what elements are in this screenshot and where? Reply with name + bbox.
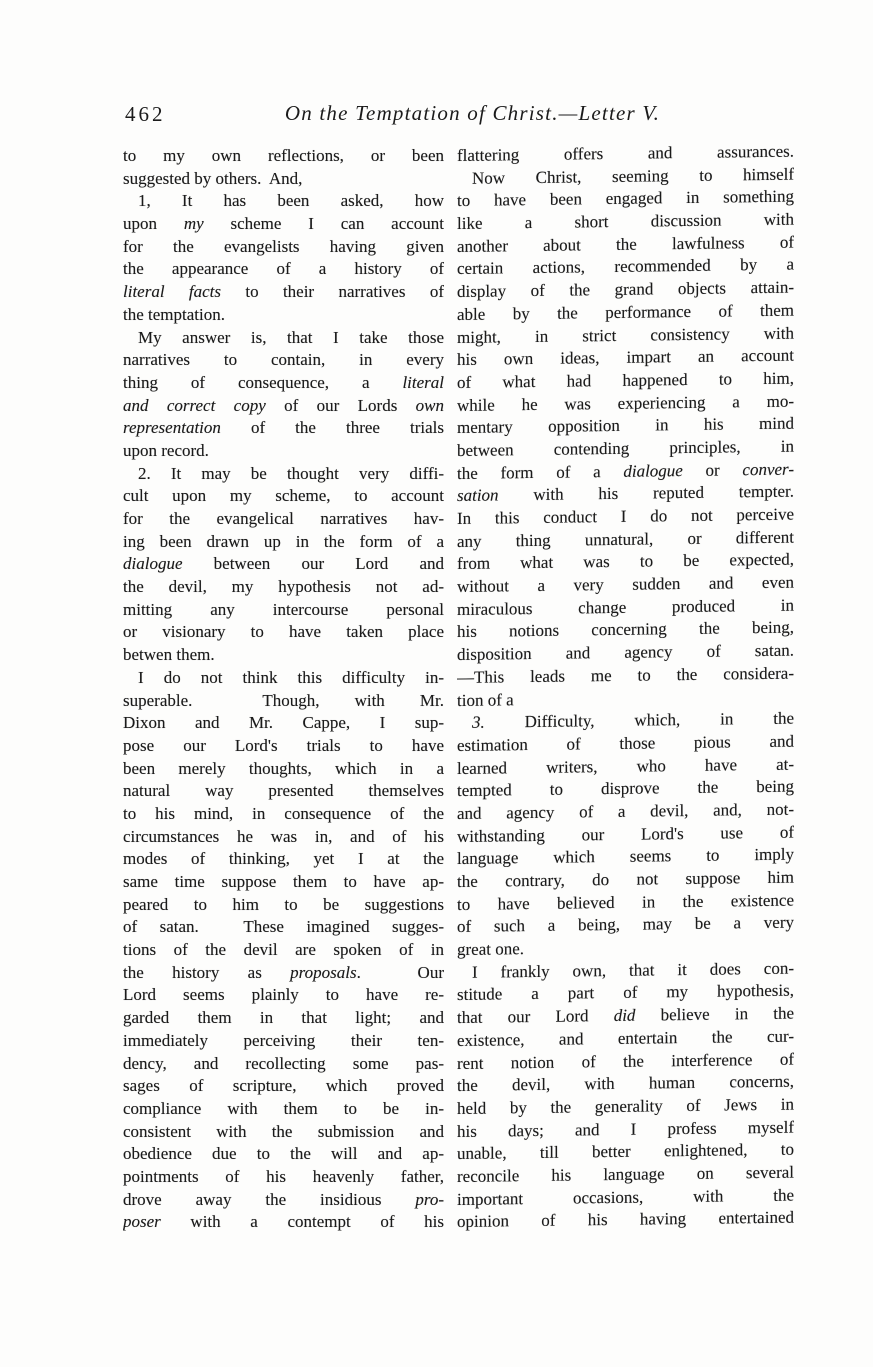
text-line: In this conduct I do not perceive [457, 504, 794, 528]
text-line: flattering offers and assurances. [457, 141, 794, 165]
text-line: unable, till better enlightened, to [457, 1139, 794, 1164]
text-line: of what had happened to him, [457, 368, 794, 392]
text-line: his notions concerning the being, [457, 618, 794, 642]
text-line: 3. Difficulty, which, in the [472, 708, 794, 732]
text-line: superable. Though, with Mr. [123, 690, 444, 710]
text-line: Dixon and Mr. Cappe, I sup- [123, 713, 444, 733]
text-line: between contending principles, in [457, 436, 794, 460]
text-line: pointments of his heavenly father, [123, 1166, 444, 1186]
text-line: existence, and entertain the cur- [457, 1026, 794, 1050]
text-line: certain actions, recommended by a [457, 255, 794, 279]
text-line: the form of a dialogue or conver- [457, 459, 794, 483]
text-line: thing of consequence, a literal [123, 372, 444, 392]
text-line: cult upon my scheme, to account [123, 486, 444, 506]
text-line: same time suppose them to have ap- [123, 872, 444, 891]
text-line: estimation of those pious and [457, 731, 794, 755]
text-line: mentary opposition in his mind [457, 413, 794, 438]
text-line: circumstances he was in, and of his [123, 826, 444, 846]
page-header [123, 101, 792, 131]
text-line: I frankly own, that it does con- [472, 958, 794, 982]
text-line: that our Lord did believe in the [457, 1003, 794, 1028]
text-line: to have believed in the existence [457, 890, 794, 914]
text-line: tempted to disprove the being [457, 776, 794, 801]
text-line: for the evangelists having given [123, 236, 444, 256]
text-line: modes of thinking, yet I at the [123, 849, 444, 869]
text-line: ing been drawn up in the form of a [123, 531, 444, 551]
text-line: language which seems to imply [457, 844, 794, 869]
text-line: peared to him to be suggestions [123, 894, 444, 914]
text-line: Now Christ, seeming to himself [472, 164, 794, 188]
text-line: literal facts to their narratives of [123, 282, 444, 302]
text-line: drove away the insidious pro- [123, 1189, 444, 1209]
text-line: of such a being, may be a very [457, 912, 794, 937]
text-line: while he was experiencing a mo- [457, 391, 794, 415]
text-line: withstanding our Lord's use of [457, 822, 794, 846]
text-line: sages of scripture, which proved [123, 1076, 444, 1096]
text-line: Lord seems plainly to have re- [123, 985, 444, 1005]
page-number: 462 [125, 102, 166, 126]
right-column [457, 141, 794, 1234]
text-line: I do not think this difficulty in- [138, 667, 444, 687]
text-line: My answer is, that I take those [138, 327, 444, 347]
text-line: like a short discussion with [457, 209, 794, 234]
text-line: to his mind, in consequence of the [123, 803, 444, 823]
text-line: poser with a contempt of his [123, 1212, 444, 1232]
text-line: immediately perceiving their ten- [123, 1030, 444, 1050]
text-line: been merely thoughts, which in a [123, 758, 444, 778]
text-line: obedience due to the will and ap- [123, 1144, 444, 1164]
text-line: compliance with them to be in- [123, 1098, 444, 1118]
page-title: On the Temptation of Christ.—Letter V. [284, 101, 661, 125]
text-line: the appearance of a history of [123, 259, 444, 279]
text-line: garded them in that light; and [123, 1008, 444, 1028]
text-line: and correct copy of our Lords own [123, 395, 444, 415]
text-line: without a very sudden and even [457, 572, 794, 597]
text-line: suggested by others. And, [123, 168, 303, 188]
text-line: pose our Lord's trials to have [123, 735, 444, 755]
text-line: stitude a part of my hypothesis, [457, 981, 794, 1005]
text-line: the devil, with human concerns, [457, 1071, 794, 1096]
text-line: his own ideas, impart an account [457, 345, 794, 370]
text-line: mitting any intercourse personal [123, 599, 444, 619]
text-line: upon my scheme I can account [123, 214, 444, 234]
text-line: natural way presented themselves [123, 781, 444, 801]
left-column [123, 145, 444, 1234]
text-line: narratives to contain, in every [123, 350, 444, 370]
text-line: 2. It may be thought very diffi- [138, 463, 444, 483]
text-line: held by the generality of Jews in [457, 1094, 794, 1118]
text-line: upon record. [123, 440, 209, 460]
text-line: the temptation. [123, 304, 225, 324]
text-line: rent notion of the interference of [457, 1049, 794, 1073]
text-line: tion of a [457, 689, 514, 710]
text-line: dialogue between our Lord and [123, 554, 444, 574]
text-line: to my own reflections, or been [123, 146, 444, 165]
text-line: the history as proposals. Our [123, 962, 444, 982]
text-line: for the evangelical narratives hav- [123, 509, 444, 528]
text-line: reconcile his language on several [457, 1162, 794, 1186]
text-line: his days; and I profess myself [457, 1117, 794, 1141]
text-line: able by the performance of them [457, 300, 794, 324]
text-line: or visionary to have taken place [123, 622, 444, 642]
text-line: and agency of a devil, and, not- [457, 799, 794, 823]
text-line: 1, It has been asked, how [138, 191, 444, 211]
text-line: opinion of his having entertained [457, 1207, 794, 1232]
text-line: another about the lawfulness of [457, 232, 794, 256]
text-line: representation of the three trials [123, 418, 444, 438]
two-column-text-block [123, 141, 794, 1234]
text-line: sation with his reputed tempter. [457, 481, 794, 506]
text-line: —This leads me to the considera- [457, 663, 794, 687]
text-line: learned writers, who have at- [457, 754, 794, 778]
text-line: display of the grand objects attain- [457, 277, 794, 302]
text-line: any thing unnatural, or different [457, 527, 794, 551]
text-line: of satan. These imagined sugges- [123, 917, 444, 937]
text-line: important occasions, with the [457, 1185, 794, 1209]
text-line: might, in strict consistency with [457, 323, 794, 347]
text-line: consistent with the submission and [123, 1121, 444, 1141]
text-line: the devil, my hypothesis not ad- [123, 577, 444, 597]
text-line: to have been engaged in something [457, 186, 794, 211]
text-line: betwen them. [123, 645, 215, 665]
text-line: dency, and recollecting some pas- [123, 1053, 444, 1073]
text-line: from what was to be expected, [457, 549, 794, 574]
text-line: disposition and agency of satan. [457, 640, 794, 665]
text-line: tions of the devil are spoken of in [123, 940, 444, 960]
text-line: the contrary, do not suppose him [457, 867, 794, 891]
text-line: great one. [457, 939, 525, 960]
text-line: miraculous change produced in [457, 595, 794, 619]
